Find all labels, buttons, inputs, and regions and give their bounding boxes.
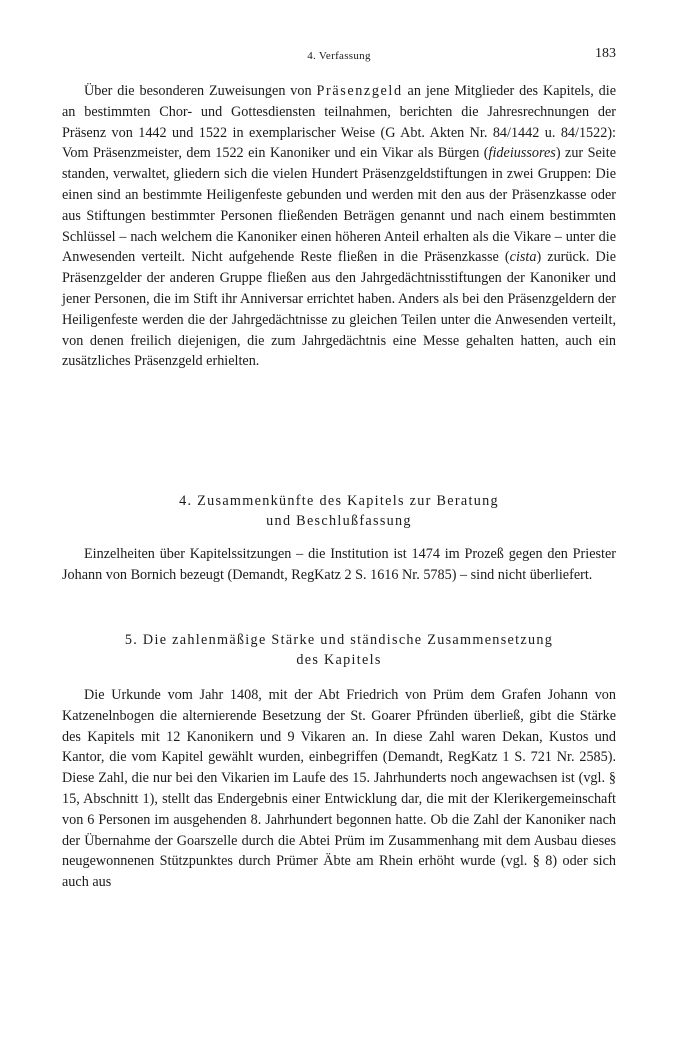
- italic-term-cista: cista: [509, 249, 537, 266]
- section-5-paragraph: [62, 685, 616, 893]
- section-5-text: Die Urkunde vom Jahr 1408, mit der Abt Friedrich von Prüm dem Grafen Johann von Katzenelnbogen die alternierende Besetzung der St. Goarer Pfründen überließ, gibt die Stärke des Kapitels mit 12 Kanonikern und 9 Vikaren an. In diese Zahl waren Dekan, Kustos und Kantor, die vom Kapitel gewählt wurden, einbegriffen (Demandt, RegKatz 1 S. 721 Nr. 2585). Diese Zahl, die nur bei den Vikarien im Laufe des 15. Jahrhunderts noch angewachsen ist (vgl. § 15, Abschnitt 1), stellt das Endergebnis einer Entwicklung dar, die mit der Klerikergemeinschaft von 6 Personen im ausgehenden 8. Jahrhundert begonnen hatte. Ob die Zahl der Kanoniker nach der Übernahme der Goarszelle durch die Abtei Prüm im Zusammenhang mit dem Ausbau dieses neugewonnenen Stützpunktes durch Prümer Äbte am Rhein erhöht wurde (vgl. § 8) oder sich auch aus: [62, 687, 616, 891]
- section-4-text: Einzelheiten über Kapitelssitzungen – die Institution ist 1474 im Prozeß gegen den Priester Johann von Bornich bezeugt (Demandt, RegKatz 2 S. 1616 Nr. 5785) – sind nicht überliefert.: [62, 546, 616, 583]
- section-5-heading-line-2: des Kapitels: [296, 652, 382, 668]
- section-4-paragraph: [62, 544, 616, 586]
- running-header: [62, 46, 616, 66]
- section-4-heading-line-1: 4. Zusammenkünfte des Kapitels zur Beratung: [179, 493, 499, 509]
- section-4-heading: [62, 491, 616, 531]
- text-run: Über die besonderen Zuweisungen von: [84, 83, 317, 99]
- section-5-heading-line-1: 5. Die zahlenmäßige Stärke und ständische Zusammensetzung: [124, 632, 554, 648]
- page-number: 183: [595, 46, 616, 61]
- text-run: ) zurück. Die Präsenzgelder der anderen Gruppe fließen aus den Jahrgedächtnisstiftungen der Kanoniker und jener Personen, die im Stift ihr Anniversar errichtet haben. Anders als bei den Präsenzgeldern der Heiligenfeste werden die der Jahrgedächtnisse zu gleichen Teilen unter die Anwesenden verteilt, von denen freilich diejenigen, die zum Jahrgedächtnis eine Messe gehalten hatten, auch ein zusätzliches Präsenzgeld erhielten.: [62, 249, 617, 370]
- running-section-title: 4. Verfassung: [307, 50, 371, 62]
- spaced-term-praesenzgeld: Präsenzgeld: [316, 83, 403, 99]
- italic-term-fideiussores: fideiussores: [488, 145, 556, 162]
- text-run: an jene Mitglieder des Kapitels, die an bestimmten Chor- und Gottesdiensten teilnahmen, berichten die Jahresrechnungen der Präsenz von 1442 und 1522 in exemplarischer Weise (G Abt. Akten Nr. 84/1442 u. 84/1522): Vom Präsenzmeister, dem 1522 ein Kanoniker und ein Vikar als Bürgen (: [62, 83, 616, 162]
- paragraph-text: [62, 81, 616, 372]
- section-4-heading-line-2: und Beschlußfassung: [266, 513, 412, 529]
- text-run: ) zur Seite standen, verwaltet, gliedern sich die vielen Hundert Präsenzgeldstiftungen in zwei Gruppen: Die einen sind an bestimmte Heiligenfeste gebunden und werden mit den aus der Präsenzkasse oder aus Stiftungen bestimmter Personen fließenden Beträgen genannt und nach einem bestimmten Schlüssel – nach welchem die Kanoniker einen höheren Anteil erhalten als die Vikare – unter die Anwesenden verteilt. Nicht aufgehende Reste fließen in die Präsenzkasse (: [62, 145, 616, 266]
- section-5-heading: [62, 630, 616, 670]
- paragraph-praesenzgeld: [62, 81, 616, 372]
